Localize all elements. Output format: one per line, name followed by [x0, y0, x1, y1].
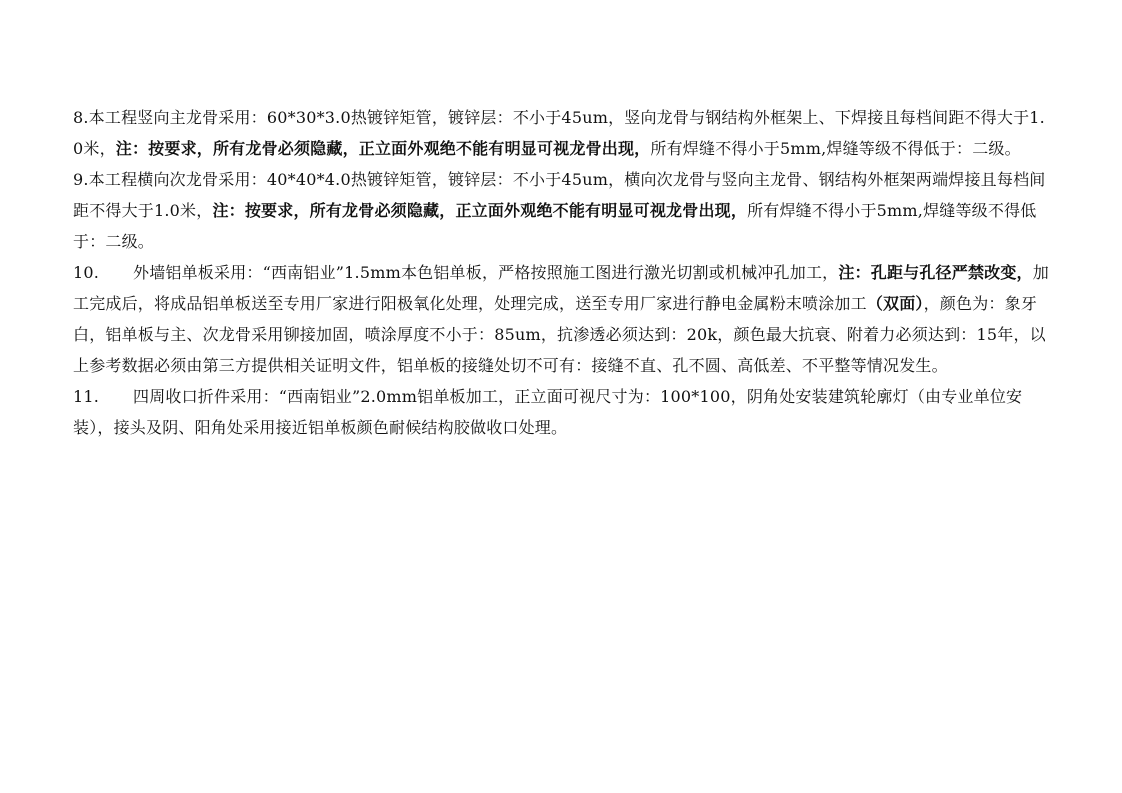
spec-item-9: [73, 164, 1055, 257]
item-text: 所有焊缝不得小于5mm,焊缝等级不得低于：二级。: [73, 201, 1037, 251]
spec-item-10: [73, 257, 1055, 381]
item-note-bold: 注：按要求，所有龙骨必须隐藏，正立面外观绝不能有明显可视龙骨出现，: [212, 201, 748, 220]
document-body: [73, 102, 1055, 443]
item-number: 9.: [73, 170, 89, 189]
spec-item-11: [73, 381, 1055, 443]
item-note-bold: 注：按要求，所有龙骨必须隐藏，正立面外观绝不能有明显可视龙骨出现，: [115, 139, 651, 158]
item-text: 本工程横向次龙骨采用：40*40*4.0热镀锌矩管，镀锌层：不小于45um，横向次龙骨与竖向主龙骨、钢结构外框架两端焊接且每档间距不得大于1.0米，: [73, 170, 1046, 220]
item-note-bold: （双面）: [866, 294, 924, 313]
spec-item-8: [73, 102, 1055, 164]
item-text: 外墙铝单板采用：“西南铝业”1.5mm本色铝单板，严格按照施工图进行激光切割或机械冲孔加工，: [133, 263, 839, 282]
item-number: 11.: [73, 387, 100, 406]
item-number: 10.: [73, 263, 100, 282]
item-text: 本工程竖向主龙骨采用：60*30*3.0热镀锌矩管，镀锌层：不小于45um，竖向龙骨与钢结构外框架上、下焊接且每档间距不得大于1.0米，: [73, 108, 1045, 158]
item-text: 四周收口折件采用：“西南铝业”2.0mm铝单板加工，正立面可视尺寸为：100*100，阴角处安装建筑轮廓灯（由专业单位安装），接头及阴、阳角处采用接近铝单板颜色耐候结构胶做收口处理。: [73, 387, 1023, 437]
item-text: ，颜色为：象牙白，铝单板与主、次龙骨采用铆接加固，喷涂厚度不小于：85um，抗渗透必须达到：20k，颜色最大抗衰、附着力必须达到：15年，以上参考数据必须由第三方提供相关证明文件，铝单板的接缝处切不可有：接缝不直、孔不圆、高低差、不平整等情况发生。: [73, 294, 1046, 375]
item-number: 8.: [73, 108, 89, 127]
item-text: 加工完成后，将成品铝单板送至专用厂家进行阳极氧化处理，处理完成，送至专用厂家进行静电金属粉末喷涂加工: [73, 263, 1049, 313]
item-text: 所有焊缝不得小于5mm,焊缝等级不得低于：二级。: [650, 139, 1021, 158]
item-note-bold: 注：孔距与孔径严禁改变，: [838, 263, 1033, 282]
